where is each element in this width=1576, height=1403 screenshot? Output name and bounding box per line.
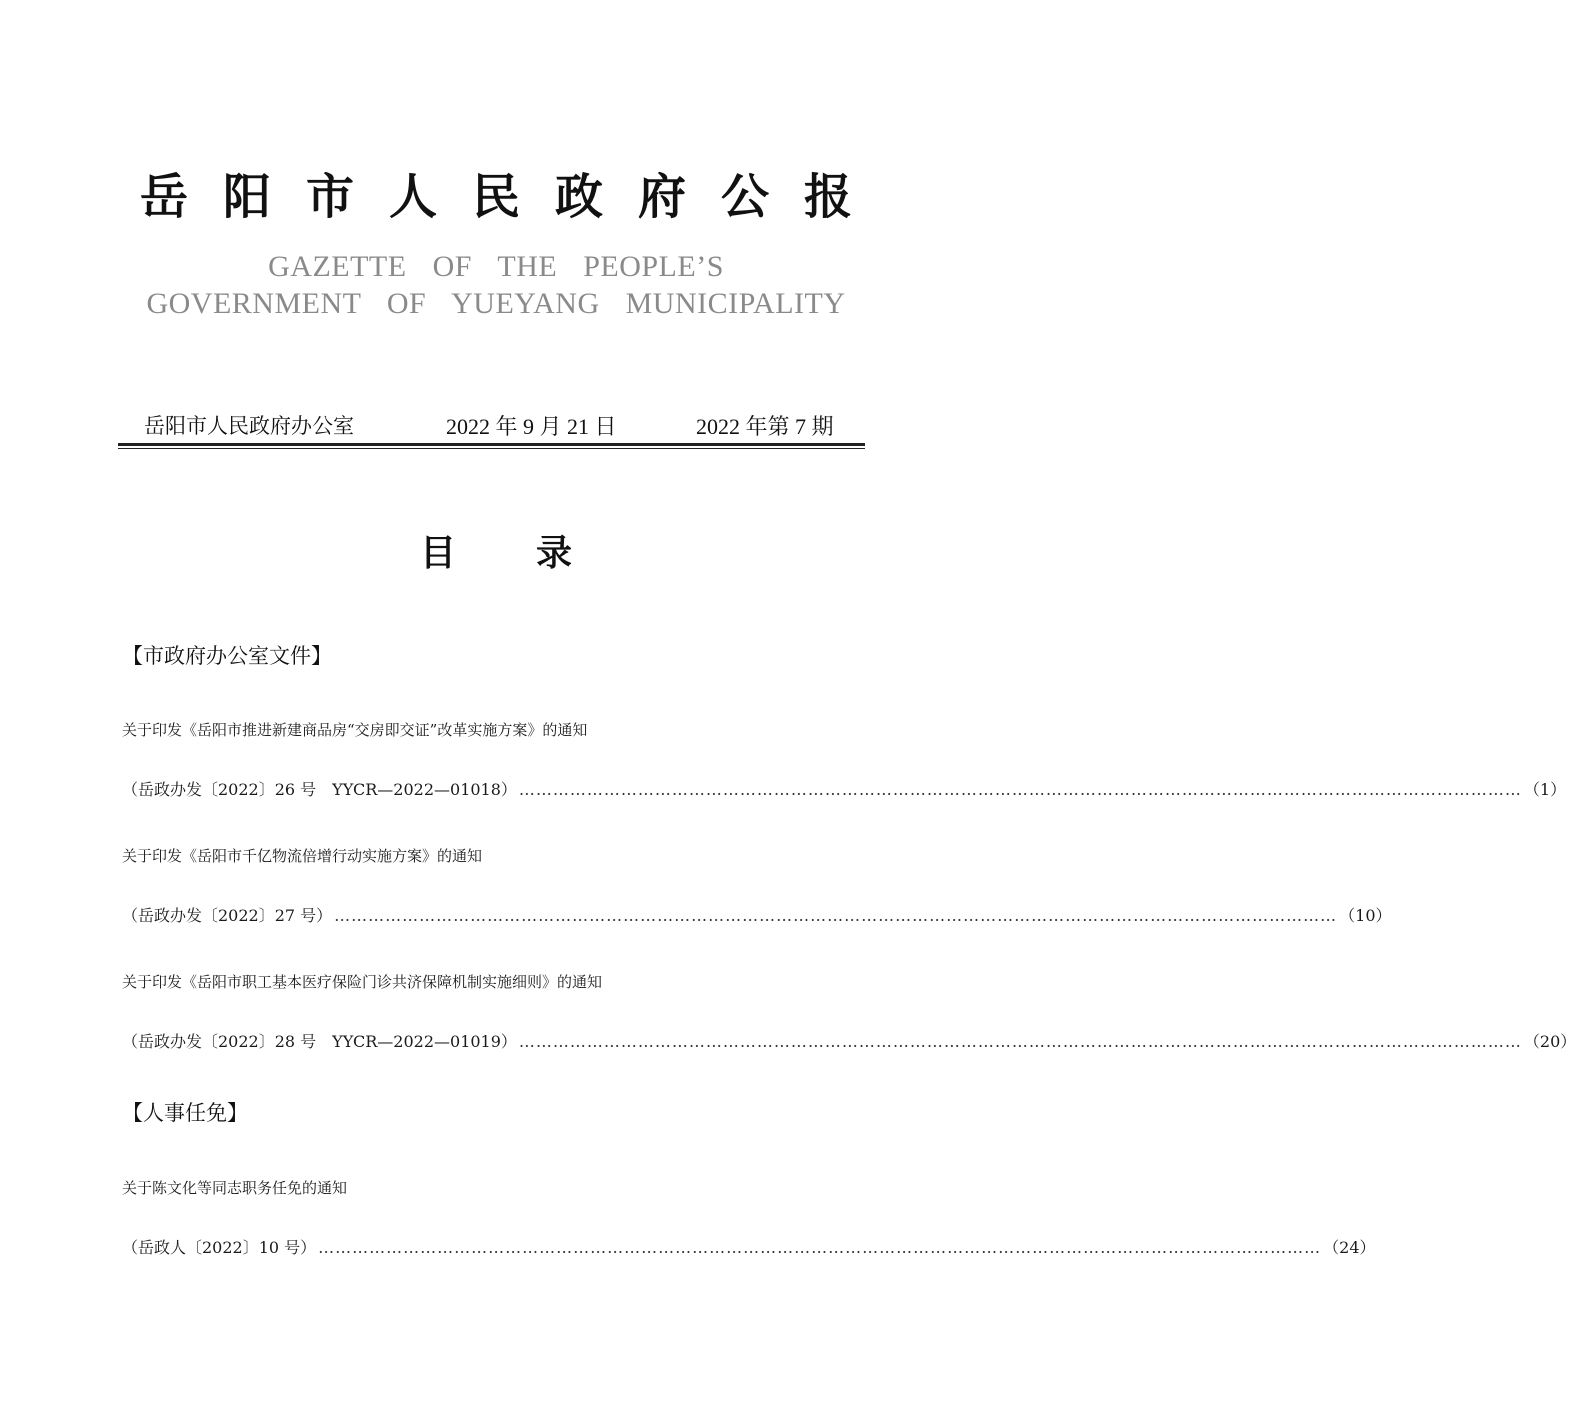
table-of-contents-title: 目录: [419, 533, 652, 574]
gazette-title-chinese: 岳阳市人民政府公报: [139, 169, 887, 225]
document-number: （岳政人〔2022〕10 号）: [122, 1238, 317, 1257]
toc-entry-reference-line[interactable]: [122, 777, 1567, 801]
document-number: （岳政办发〔2022〕26 号 YYCR—2022—01018）: [122, 780, 517, 799]
document-number: （岳政办发〔2022〕27 号）: [122, 906, 333, 925]
section-heading-office-documents: 【市政府办公室文件】: [122, 644, 332, 668]
publication-date: 2022 年 9 月 21 日: [446, 414, 617, 439]
dot-leader: ……………………………………………………………………………………………………………………………………………………………: [518, 1032, 1522, 1051]
toc-entry-reference-line[interactable]: [122, 1235, 1376, 1259]
issuing-office: 岳阳市人民政府办公室: [144, 414, 354, 438]
toc-entry-title[interactable]: 关于印发《岳阳市推进新建商品房“交房即交证”改革实施方案》的通知: [122, 721, 588, 739]
dot-leader: ……………………………………………………………………………………………………………………………………………………………: [334, 906, 1338, 925]
publication-info-bar: [120, 410, 865, 440]
toc-entry-reference-line[interactable]: [122, 903, 1392, 927]
document-number: （岳政办发〔2022〕28 号 YYCR—2022—01019）: [122, 1032, 517, 1051]
page-number: （24）: [1323, 1238, 1376, 1257]
dot-leader: ……………………………………………………………………………………………………………………………………………………………: [518, 780, 1522, 799]
page-number: （1）: [1523, 780, 1567, 799]
page-number: （10）: [1339, 906, 1392, 925]
page-number: （20）: [1523, 1032, 1576, 1051]
toc-entry-title[interactable]: 关于陈文化等同志职务任免的通知: [122, 1179, 348, 1197]
toc-entry-reference-line[interactable]: [122, 1029, 1576, 1053]
gazette-title-english-line1: GAZETTE OF THE PEOPLE’S: [268, 250, 724, 283]
toc-entry-title[interactable]: 关于印发《岳阳市千亿物流倍增行动实施方案》的通知: [122, 847, 483, 865]
header-divider-thick: [118, 443, 865, 446]
gazette-title-english-line2: GOVERNMENT OF YUEYANG MUNICIPALITY: [146, 287, 846, 320]
section-heading-personnel-appointments: 【人事任免】: [122, 1101, 248, 1125]
header-divider-thin: [118, 448, 865, 449]
toc-entry-title[interactable]: 关于印发《岳阳市职工基本医疗保险门诊共济保障机制实施细则》的通知: [122, 973, 603, 991]
dot-leader: ……………………………………………………………………………………………………………………………………………………………: [318, 1238, 1322, 1257]
issue-number: 2022 年第 7 期: [696, 414, 834, 439]
